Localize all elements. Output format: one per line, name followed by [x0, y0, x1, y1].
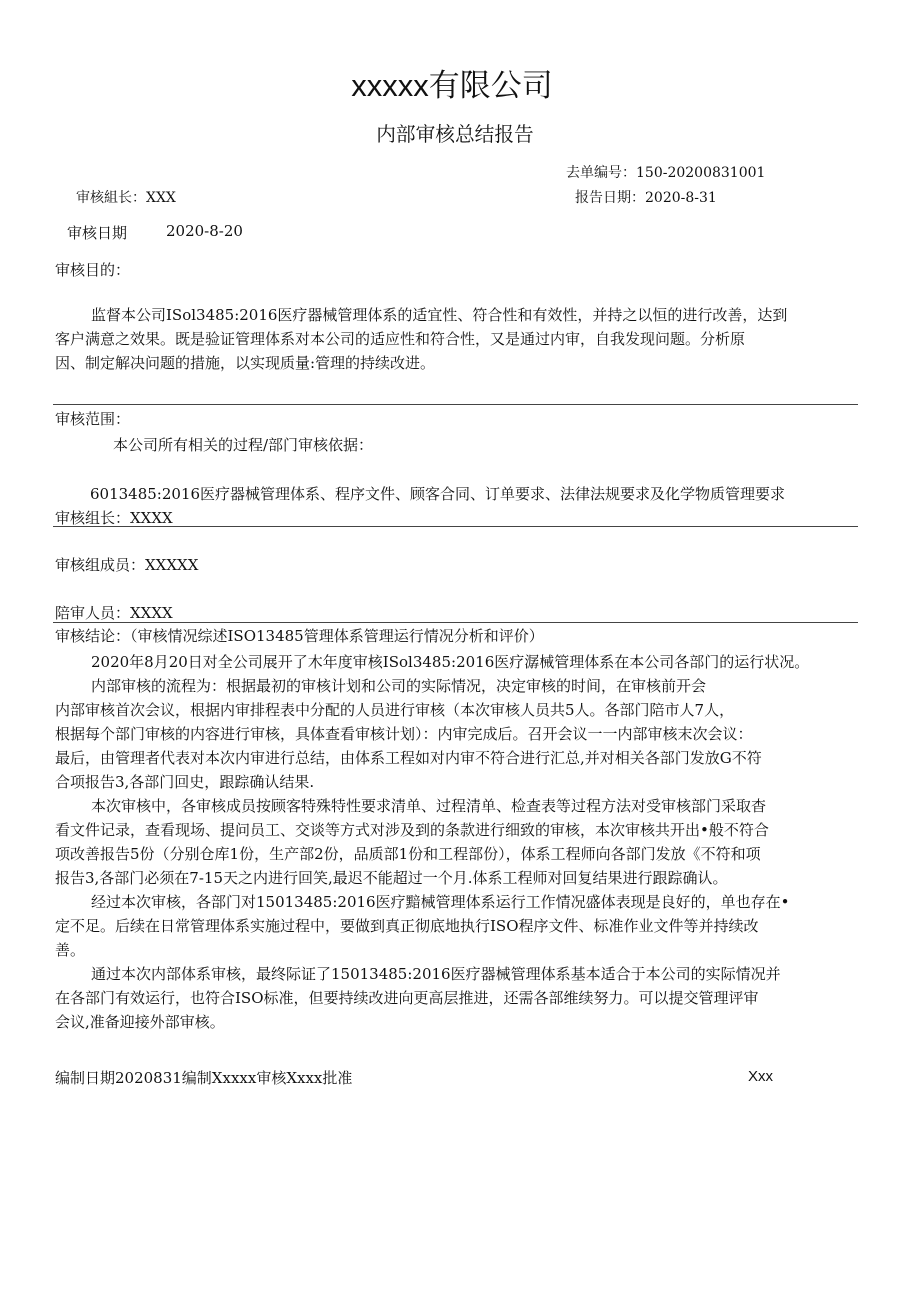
conclusion-line: 会议,准备迎接外部审核。: [55, 1013, 225, 1031]
scope-text: 本公司所有相关的过程/部门审核依据：: [113, 436, 374, 454]
conclusion-line: 最后，由管理者代表对本次内审进行总结，由体系工程如对内审不符合进行汇总,并对相关各部门发放G不符: [55, 749, 762, 767]
purpose-line: 监督本公司ISol3485:2016医疗器械管理体系的适宜性、符合性和有效性，并持之以恒的进行改善，达到: [91, 306, 788, 324]
header-team-leader: 审核組长：XXX: [76, 190, 176, 206]
footer-approver: Xxx: [748, 1068, 774, 1085]
document-number: 去单编号：150-20200831001: [566, 165, 766, 181]
purpose-paragraph: [55, 303, 787, 375]
conclusion-line: 本次审核中，各审核成员按顾客特殊特性要求清单、过程清单、检查表等过程方法对受审核部门采取杳: [91, 797, 767, 815]
scope-basis: 6013485:2016医疗器械管理体系、程序文件、顾客合同、订单要求、法律法规要求及化学物质管理要求: [90, 485, 786, 503]
conclusion-line: 2020年8月20日对全公司展开了木年度审核ISol3485:2016医疗潺械管理体系在本公司各部门的运行状况。: [91, 653, 810, 671]
conclusion-line: 看文件记录，查看现场、提问员工、交谈等方式对涉及到的条款进行细致的审核，本次审核共开出•般不符合: [55, 821, 769, 839]
conclusion-body: [55, 650, 809, 1034]
conclusion-line: 根据每个部门审核的内容进行审核，具体查看审核计划）：内审完成后。召开会议一一内部审核末次会议：: [55, 725, 753, 743]
conclusion-line: 通过本次内部体系审核，最终际证了15013485:2016医疗器械管理体系基本适合于本公司的实际情况并: [91, 965, 781, 983]
conclusion-heading: 审核结论：（审核情况综述ISO13485管理体系管理运行情况分析和评价）: [55, 627, 544, 645]
conclusion-line: 定不足。后续在日常管理体系实施过程中，要做到真正彻底地执行ISO程序文件、标准作业文件等并持续改: [55, 917, 759, 935]
divider: [53, 404, 858, 405]
conclusion-line: 内部审核的流程为：根据最初的审核计划和公司的实际情况，决定审核的时间，在审核前开会: [91, 677, 707, 695]
conclusion-line: 内部审核首次会议，根据内审排程表中分配的人员进行审核（本次审核人员共5人。各部门陪市人7人，: [55, 701, 735, 719]
divider: [53, 526, 858, 527]
audit-date-label: 审核日期: [67, 224, 128, 242]
conclusion-line: 在各部门有效运行，也符合ISO标准，但要持续改进向更高层推进，还需各部维续努力。可以提交管理评审: [55, 989, 759, 1007]
report-title: 内部审核总结报告: [376, 123, 534, 146]
conclusion-line: 合项报告3,各部门回史，跟踪确认结果.: [55, 773, 315, 791]
company-name: xxxxx有限公司: [351, 68, 553, 103]
purpose-heading: 审核目的：: [55, 261, 131, 279]
report-date: 报告日期：2020-8-31: [575, 190, 717, 206]
audit-date-value: 2020-8-20: [166, 222, 243, 240]
scope-team-leader: 审核组长：XXXX: [55, 509, 173, 527]
team-members: 审核组成员：XXXXX: [55, 556, 199, 574]
escort-personnel: 陪审人员：XXXX: [55, 604, 173, 622]
purpose-line: 因、制定解决问题的措施，以实现质量:管理的持续改进。: [55, 354, 436, 372]
footer-signoff: 编制日期2020831编制Xxxxx审核Xxxx批准: [55, 1069, 353, 1087]
conclusion-line: 经过本次审核，各部门对15013485:2016医疗黯械管理体系运行工作情况盛体表现是良好的，单也存在•: [91, 893, 790, 911]
scope-heading: 审核范围：: [55, 410, 131, 428]
conclusion-line: 报告3,各部门必须在7-15天之内进行回笑,最迟不能超过一个月.体系工程师对回复结果进行跟踪确认。: [55, 869, 728, 887]
purpose-line: 客户满意之效果。既是验证管理体系对本公司的适应性和符合性，又是通过内审，自我发现问题。分析原: [55, 330, 746, 348]
conclusion-line: 项改善报告5份（分别仓库1份，生产部2份，品质部1份和工程部份），体系工程师向各部门发放《不符和项: [55, 845, 761, 863]
divider: [53, 622, 858, 623]
conclusion-line: 善。: [55, 941, 86, 959]
